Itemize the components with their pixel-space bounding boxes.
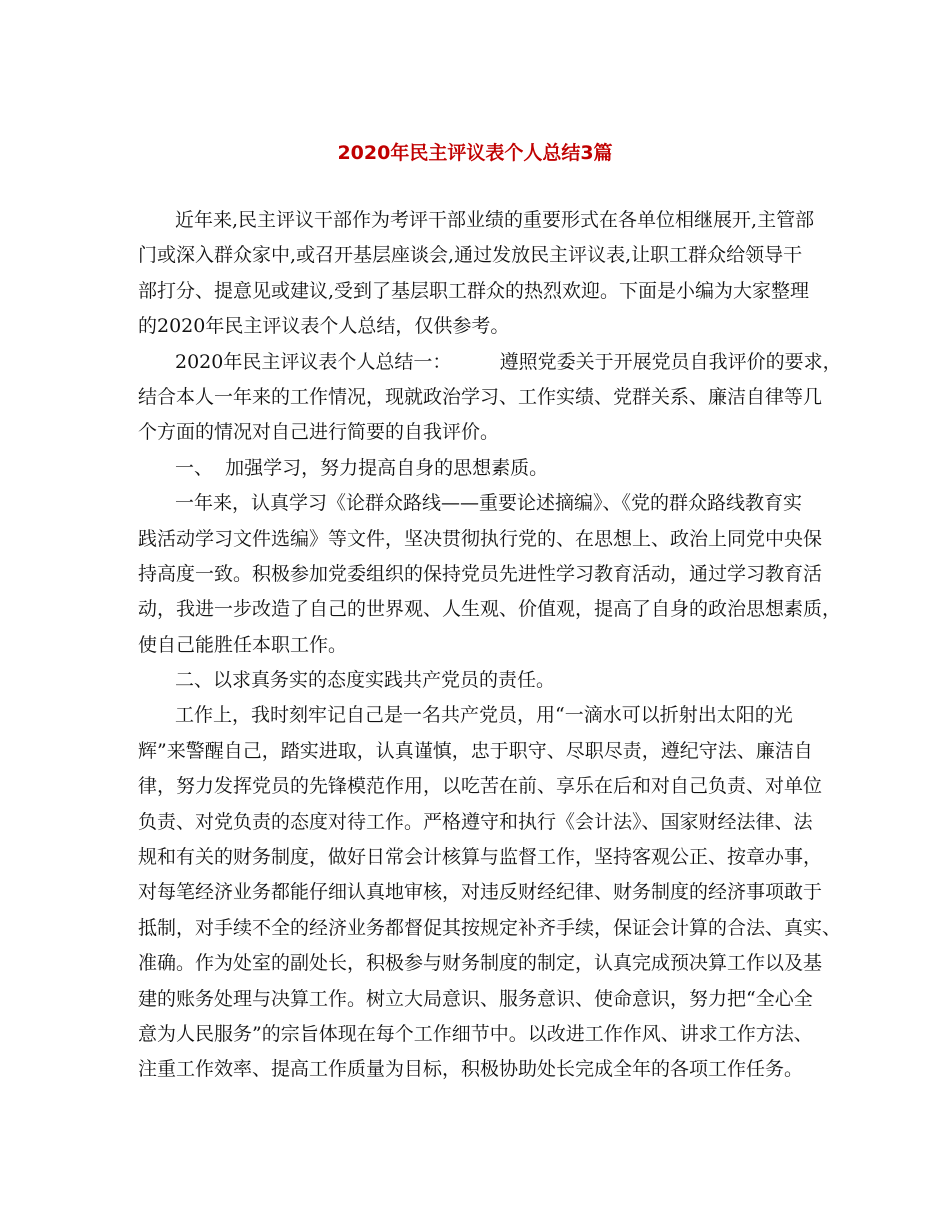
text-line: 对每笔经济业务都能仔细认真地审核，对违反财经纪律、财务制度的经济事项敢于	[138, 881, 823, 904]
text-line: 2020年民主评议表个人总结一： 遵照党委关于开展党员自我评价的要求，	[175, 350, 842, 373]
text-line: 部打分、提意见或建议,受到了基层职工群众的热烈欢迎。下面是小编为大家整理	[138, 279, 810, 302]
text-line: 二、以求真务实的态度实践共产党员的责任。	[175, 669, 556, 692]
text-line: 辉”来警醒自己，踏实进取，认真谨慎，忠于职守、尽职尽责，遵纪守法、廉洁自	[138, 739, 813, 762]
document-title: 2020年民主评议表个人总结3篇	[337, 142, 613, 164]
text-line: 注重工作效率、提高工作质量为目标，积极协助处长完成全年的各项工作任务。	[138, 1058, 804, 1081]
text-line: 意为人民服务”的宗旨体现在每个工作细节中。以改进工作作风、讲求工作方法、	[138, 1022, 813, 1045]
text-line: 践活动学习文件选编》等文件，坚决贯彻执行党的、在思想上、政治上同党中央保	[138, 527, 823, 550]
text-line: 规和有关的财务制度，做好日常会计核算与监督工作，坚持客观公正、按章办事，	[138, 846, 823, 869]
text-line: 工作上，我时刻牢记自己是一名共产党员，用“一滴水可以折射出太阳的光	[175, 704, 793, 727]
text-line: 持高度一致。积极参加党委组织的保持党员先进性学习教育活动，通过学习教育活	[138, 562, 823, 585]
text-line: 建的账务处理与决算工作。树立大局意识、服务意识、使命意识，努力把“全心全	[138, 987, 813, 1010]
text-line: 门或深入群众家中,或召开基层座谈会,通过发放民主评议表,让职工群众给领导干	[138, 244, 803, 267]
text-line: 的2020年民主评议表个人总结，仅供参考。	[138, 315, 510, 338]
text-line: 使自己能胜任本职工作。	[138, 633, 348, 656]
text-line: 结合本人一年来的工作情况，现就政治学习、工作实绩、党群关系、廉洁自律等几	[138, 385, 823, 408]
text-line: 负责、对党负责的态度对待工作。严格遵守和执行《会计法》、国家财经法律、法	[138, 810, 813, 833]
text-line: 抵制，对手续不全的经济业务都督促其按规定补齐手续，保证会计算的合法、真实、	[138, 916, 842, 939]
text-line: 动，我进一步改造了自己的世界观、人生观、价值观，提高了自身的政治思想素质，	[138, 598, 842, 621]
document-body	[138, 203, 842, 1088]
text-line: 准确。作为处室的副处长，积极参与财务制度的制定，认真完成预决算工作以及基	[138, 952, 823, 975]
text-line: 一年来，认真学习《论群众路线——重要论述摘编》、《党的群众路线教育实	[175, 492, 803, 515]
text-line: 一、 加强学习，努力提高自身的思想素质。	[175, 456, 549, 479]
text-line: 个方面的情况对自己进行简要的自我评价。	[138, 421, 500, 444]
text-line: 律，努力发挥党员的先锋模范作用，以吃苦在前、享乐在后和对自己负责、对单位	[138, 775, 823, 798]
text-line: 近年来,民主评议干部作为考评干部业绩的重要形式在各单位相继展开,主管部	[175, 209, 815, 231]
